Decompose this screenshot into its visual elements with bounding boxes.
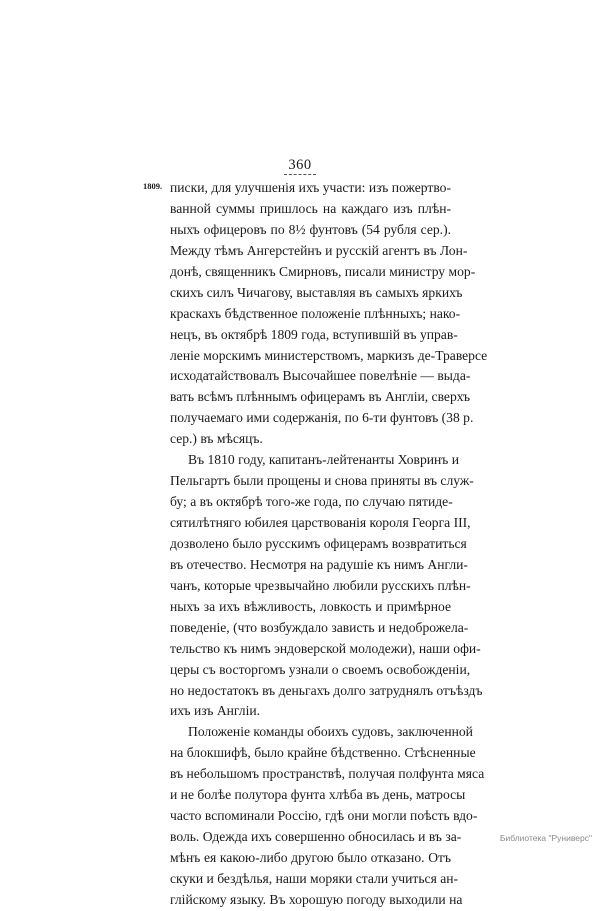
text-body bbox=[170, 178, 488, 911]
year-marker: 1809. bbox=[143, 181, 163, 191]
text-line: нецъ, въ октябрѣ 1809 года, вступившій въ управ- bbox=[170, 326, 458, 342]
text-line: въ небольшомъ пространствѣ, получая полфунта мяса bbox=[170, 766, 485, 782]
text-line: ванной суммы пришлось на каждаго изъ плѣн- bbox=[170, 200, 451, 216]
text-line: Пельгартъ были прощены и снова приняты въ служ- bbox=[170, 473, 474, 489]
footer-library-note: Библиотека "Руниверс" bbox=[499, 833, 592, 843]
text-line: часто вспоминали Россію, гдѣ они могли поѣсть вдо- bbox=[170, 808, 478, 824]
text-line: получаемаго ими содержанія, по 6-ти фунтовъ (38 р. bbox=[170, 410, 474, 426]
text-line: ныхъ за ихъ вѣжливость, ловкость и примѣрное bbox=[170, 598, 451, 614]
text-line: но недостатокъ въ деньгахъ долго затруднялъ отъѣздъ bbox=[170, 682, 483, 698]
text-line: воль. Одежда ихъ совершенно обносилась и въ за- bbox=[170, 829, 462, 845]
text-line: и не болѣе полутора фунта хлѣба въ день, матросы bbox=[170, 787, 466, 803]
text-line: скуки и бездѣлья, наши моряки стали учиться ан- bbox=[170, 870, 459, 886]
text-line: краскахъ бѣдственное положеніе плѣнныхъ; нако- bbox=[170, 305, 461, 321]
text-line: скихъ силъ Чичагову, выставляя въ самыхъ яркихъ bbox=[170, 284, 463, 300]
text-line: поведеніе, (что возбуждало зависть и недоброжела- bbox=[170, 619, 469, 635]
text-line: исходатайствовалъ Высочайшее повелѣніе — выда- bbox=[170, 368, 471, 384]
text-line: въ отечество. Несмотря на радушіе къ нимъ Англи- bbox=[170, 556, 468, 572]
text-line: писки, для улучшенія ихъ участи: изъ пожертво- bbox=[170, 180, 451, 195]
text-line: сятилѣтняго юбилея царствованія короля Георга III, bbox=[170, 515, 471, 530]
page-number: 360 bbox=[288, 157, 312, 173]
text-line: ихъ изъ Англіи. bbox=[170, 703, 261, 719]
page-number-rule bbox=[284, 174, 316, 175]
text-line: Положеніе команды обоихъ судовъ, заключенной bbox=[188, 724, 473, 740]
text-line: мѣнъ ея какою-либо другою было отказано. Отъ bbox=[170, 850, 451, 865]
text-line: вать всѣмъ плѣннымъ офицерамъ въ Англіи, сверхъ bbox=[170, 389, 471, 405]
text-line: тельство къ нимъ эндоверской молодежи), наши офи- bbox=[170, 640, 481, 656]
text-line: чанъ, которые чрезвычайно любили русскихъ плѣн- bbox=[170, 577, 471, 593]
text-line: донѣ, священникъ Смирновъ, писали министру мор- bbox=[170, 263, 476, 279]
text-line: Между тѣмъ Ангерстейнъ и русскій агентъ въ Лон- bbox=[170, 242, 468, 258]
text-line: дозволено было русскимъ офицерамъ возвратиться bbox=[170, 535, 467, 551]
text-line: Въ 1810 году, капитанъ-лейтенанты Ховринъ и bbox=[188, 452, 459, 468]
text-line: церы съ восторгомъ узнали о своемъ освобожденіи, bbox=[170, 661, 471, 677]
text-line: леніе морскимъ министерствомъ, маркизъ де-Траверсе bbox=[170, 347, 488, 363]
text-line: глійскому языку. Въ хорошую погоду выходили на bbox=[170, 891, 463, 907]
text-line: на блокшифѣ, было крайне бѣдственно. Стѣсненные bbox=[170, 745, 476, 761]
text-line: бу; а въ октябрѣ того-же года, по случаю пятиде- bbox=[170, 494, 453, 510]
text-line: ныхъ офицеровъ по 8½ фунтовъ (54 рубля сер.). bbox=[170, 221, 451, 237]
text-line: сер.) въ мѣсяцъ. bbox=[170, 431, 263, 447]
